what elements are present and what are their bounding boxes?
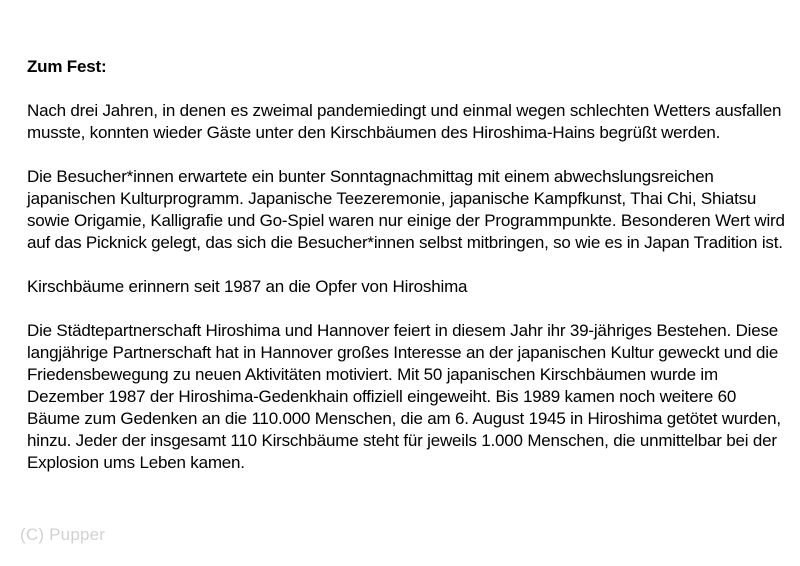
document-heading: Zum Fest: bbox=[27, 57, 107, 76]
paragraph-program: Die Besucher*innen erwartete ein bunter Sonntagnachmittag mit einem abwechslungsreichen japanischen Kulturprogramm. Japanische Teezeremonie, japanische Kampfkunst, Thai Chi, Shiatsu sowie Origamie, Kalligrafie und Go-Spiel waren nur einige der Programmpunkte. Besonderen Wert wird auf das Picknick gelegt, das sich die Besucher*innen selbst mitbringen, so wie es in Japan Tradition ist. bbox=[27, 167, 785, 252]
paragraph-history: Die Städtepartnerschaft Hiroshima und Hannover feiert in diesem Jahr ihr 39-jähriges Bestehen. Diese langjährige Partnerschaft hat in Hannover großes Interesse an der japanischen Kultur geweckt und die Friedensbewegung zu neuen Aktivitäten motiviert. Mit 50 japanischen Kirschbäumen wurde im Dezember 1987 der Hiroshima-Gedenkhain offiziell eingeweiht. Bis 1989 kamen noch weitere 60 Bäume zum Gedenken an die 110.000 Menschen, die am 6. August 1945 in Hiroshima getötet wurden, hinzu. Jeder der insgesamt 110 Kirschbäume steht für jeweils 1.000 Menschen, die unmittelbar bei der Explosion ums Leben kamen. bbox=[27, 321, 781, 472]
paragraph-intro: Nach drei Jahren, in denen es zweimal pandemiedingt und einmal wegen schlechten Wetters ausfallen musste, konnten wieder Gäste unter den Kirschbäumen des Hiroshima-Hains begrüßt werden. bbox=[27, 101, 782, 142]
copyright-watermark: (C) Pupper bbox=[20, 525, 106, 544]
document-body bbox=[27, 56, 787, 474]
paragraph-subheading: Kirschbäume erinnern seit 1987 an die Opfer von Hiroshima bbox=[27, 277, 468, 296]
